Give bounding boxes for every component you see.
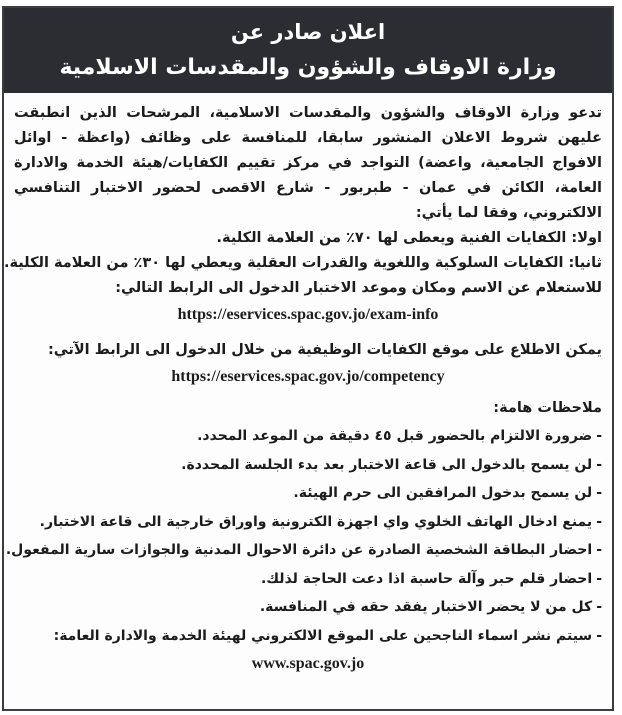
bullet-dash: -	[596, 513, 602, 530]
bullet-dash: -	[596, 627, 602, 644]
note-text: كل من لا يحضر الاختبار يفقد حقه في المنافسة.	[259, 599, 593, 615]
competency-link[interactable]: https://eservices.spac.gov.jo/competency	[171, 368, 445, 385]
notes-title: ملاحظات هامة:	[493, 400, 602, 416]
note-text: لن يسمح بالدخول الى قاعة الاختبار بعد بدء الجلسة المحددة.	[181, 456, 593, 473]
note-item	[14, 422, 602, 451]
note-item	[14, 565, 602, 594]
website-link[interactable]: www.spac.gov.jo	[251, 655, 365, 672]
bullet-dash: -	[596, 599, 602, 615]
bullet-dash: -	[596, 428, 602, 444]
criterion-second: ثانيا: الكفايات السلوكية واللغوية والقدرات العقلية ويعطي لها ٣٠٪ من العلامة الكلية.	[3, 255, 602, 271]
announcement-body	[4, 93, 612, 677]
competency-text: يمكن الاطلاع على موقع الكفايات الوظيفية من خلال الدخول الى الرابط الآتي:	[47, 342, 602, 358]
spacer	[14, 328, 602, 338]
header-ministry-name: وزارة الاوقاف والشؤون والمقدسات الاسلامية	[59, 55, 557, 80]
bullet-dash: -	[596, 485, 602, 501]
announcement-notice	[2, 6, 614, 711]
note-text: ضرورة الالتزام بالحضور قبل ٤٥ دقيقة من الموعد المحدد.	[197, 428, 593, 444]
note-text: سيتم نشر اسماء الناجحين على الموقع الالكتروني لهيئة الخدمة والادارة العامة:	[53, 627, 593, 644]
exam-info-link[interactable]: https://eservices.spac.gov.jo/exam-info	[177, 306, 439, 323]
note-item	[5, 536, 602, 565]
note-item	[14, 479, 602, 508]
announcement-header	[4, 8, 612, 93]
bullet-dash: -	[596, 570, 602, 587]
criterion-first: اولا: الكفايات الفنية ويعطى لها ٧٠٪ من العلامة الكلية.	[216, 230, 602, 246]
note-text: لن يسمح بدخول المرافقين الى حرم الهيئة.	[293, 485, 593, 501]
note-text: يمنع ادخال الهاتف الخلوي واي اجهزة الكترونية واوراق خارجية الى قاعة الاختبار.	[39, 513, 593, 530]
inquiry-text: للاستعلام عن الاسم ومكان وموعد الاختبار الدخول الى الرابط التالي:	[115, 280, 602, 296]
note-item	[14, 622, 602, 651]
note-item	[14, 508, 602, 537]
header-title: اعلان صادر عن	[230, 20, 386, 44]
bullet-dash: -	[596, 456, 602, 473]
note-item	[14, 593, 602, 622]
intro-paragraph: تدعو وزارة الاوقاف والشؤون والمقدسات الاسلامية، المرشحات الذين انطبقت عليهن شروط الاعلان المنشور سابقا، للمنافسة على وظائف (واعظة - اوائل الافواج الجامعية، واعضة) التواجد في مركز تقييم الكفايات/هيئة الخدمة والادارة العامة، الكائن في عمان - طبربور - شارع الاقصى لحضور الاختبار التنافسي الالكتروني، وفقا لما يأتي:	[14, 105, 602, 221]
bullet-dash: -	[596, 542, 602, 558]
note-text: احضار البطاقة الشخصية الصادرة عن دائرة الاحوال المدنية والجوازات سارية المفعول.	[5, 542, 593, 558]
note-text: احضار قلم حبر وآلة حاسبة اذا دعت الحاجة لذلك.	[260, 570, 593, 587]
note-item	[14, 451, 602, 480]
